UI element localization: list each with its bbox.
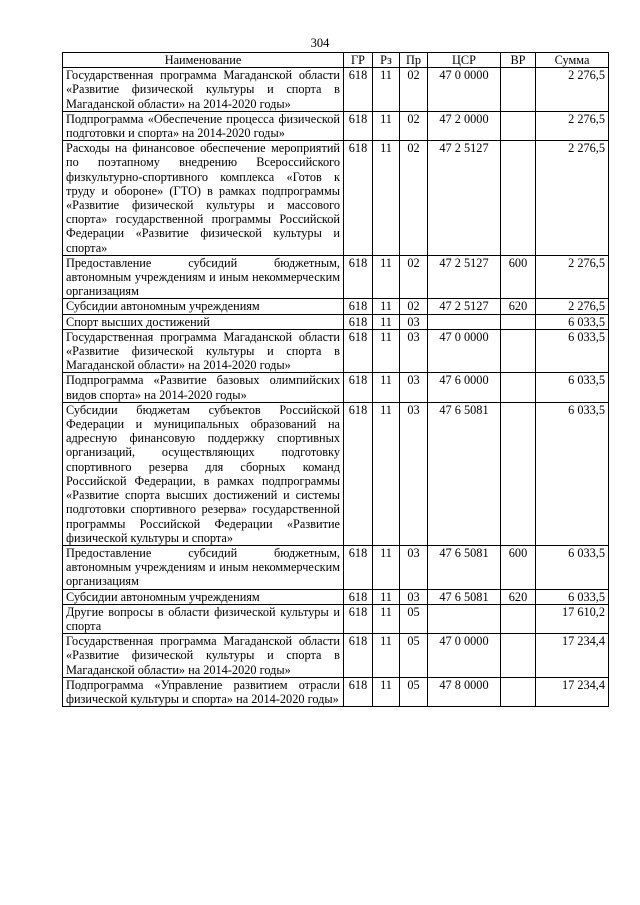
cell-csr: 47 6 0000 — [428, 373, 501, 402]
cell-pr: 03 — [400, 373, 428, 402]
cell-sum: 2 276,5 — [536, 255, 609, 299]
column-header-pr: Пр — [400, 53, 428, 68]
cell-gr: 618 — [344, 111, 373, 140]
table-header-row — [63, 53, 609, 68]
column-header-sum: Сумма — [536, 53, 609, 68]
cell-rz: 11 — [373, 589, 400, 604]
cell-name: Субсидии автономным учреждениям — [63, 589, 344, 604]
cell-name: Предоставление субсидий бюджетным, автономным учреждениям и иным некоммерческим организациям — [63, 255, 344, 299]
table-row — [63, 329, 609, 373]
cell-sum: 6 033,5 — [536, 373, 609, 402]
cell-sum: 6 033,5 — [536, 402, 609, 545]
cell-vr — [501, 141, 536, 256]
cell-name: Расходы на финансовое обеспечение мероприятий по поэтапному внедрению Всероссийского физкультурно-спортивного комплекса «Готов к труду и обороне» (ГТО) в рамках подпрограммы «Развитие физической культуры и массового спорта» государственной программы Российской Федерации «Развитие физической культуры и спорта» — [63, 141, 344, 256]
cell-name: Подпрограмма «Развитие базовых олимпийских видов спорта» на 2014-2020 годы» — [63, 373, 344, 402]
cell-pr: 03 — [400, 589, 428, 604]
page-number: 304 — [310, 36, 330, 50]
cell-vr: 620 — [501, 299, 536, 314]
cell-pr: 05 — [400, 604, 428, 633]
cell-name: Подпрограмма «Управление развитием отрасли физической культуры и спорта» на 2014-2020 годы» — [63, 677, 344, 706]
cell-rz: 11 — [373, 545, 400, 589]
table-row — [63, 314, 609, 329]
cell-sum: 2 276,5 — [536, 111, 609, 140]
cell-gr: 618 — [344, 329, 373, 373]
cell-pr: 02 — [400, 255, 428, 299]
cell-gr: 618 — [344, 314, 373, 329]
cell-gr: 618 — [344, 141, 373, 256]
cell-sum: 17 234,4 — [536, 634, 609, 678]
cell-vr — [501, 314, 536, 329]
cell-vr — [501, 373, 536, 402]
cell-csr: 47 8 0000 — [428, 677, 501, 706]
cell-csr: 47 2 5127 — [428, 255, 501, 299]
cell-sum: 2 276,5 — [536, 299, 609, 314]
cell-csr: 47 0 0000 — [428, 329, 501, 373]
cell-rz: 11 — [373, 677, 400, 706]
table-row — [63, 68, 609, 112]
cell-sum: 6 033,5 — [536, 314, 609, 329]
cell-sum: 17 234,4 — [536, 677, 609, 706]
cell-rz: 11 — [373, 402, 400, 545]
cell-name: Субсидии автономным учреждениям — [63, 299, 344, 314]
column-header-csr: ЦСР — [428, 53, 501, 68]
cell-pr: 05 — [400, 634, 428, 678]
cell-name: Субсидии бюджетам субъектов Российской Федерации и муниципальных образований на адресную финансовую поддержку спортивных организаций, осуществляющих подготовку спортивного резерва для сборных команд Российской Федерации, в рамках подпрограммы «Развитие спорта высших достижений и системы подготовки спортивного резерва» государственной программы Российской Федерации «Развитие физической культуры и спорта» — [63, 402, 344, 545]
cell-gr: 618 — [344, 255, 373, 299]
cell-gr: 618 — [344, 68, 373, 112]
cell-csr: 47 6 5081 — [428, 589, 501, 604]
table-row — [63, 634, 609, 678]
cell-name: Другие вопросы в области физической культуры и спорта — [63, 604, 344, 633]
cell-vr — [501, 634, 536, 678]
column-header-gr: ГР — [344, 53, 373, 68]
table-row — [63, 373, 609, 402]
cell-name: Государственная программа Магаданской области «Развитие физической культуры и спорта в Магаданской области» на 2014-2020 годы» — [63, 634, 344, 678]
cell-gr: 618 — [344, 545, 373, 589]
cell-vr: 600 — [501, 255, 536, 299]
cell-rz: 11 — [373, 604, 400, 633]
cell-gr: 618 — [344, 634, 373, 678]
cell-pr: 03 — [400, 314, 428, 329]
cell-rz: 11 — [373, 68, 400, 112]
cell-pr: 03 — [400, 402, 428, 545]
cell-csr: 47 6 5081 — [428, 402, 501, 545]
table-row — [63, 589, 609, 604]
cell-gr: 618 — [344, 299, 373, 314]
cell-rz: 11 — [373, 111, 400, 140]
cell-vr — [501, 111, 536, 140]
cell-vr — [501, 677, 536, 706]
cell-rz: 11 — [373, 373, 400, 402]
cell-csr: 47 2 0000 — [428, 111, 501, 140]
table-row — [63, 677, 609, 706]
cell-rz: 11 — [373, 141, 400, 256]
cell-rz: 11 — [373, 299, 400, 314]
cell-name: Государственная программа Магаданской области «Развитие физической культуры и спорта в Магаданской области» на 2014-2020 годы» — [63, 68, 344, 112]
cell-rz: 11 — [373, 255, 400, 299]
cell-gr: 618 — [344, 604, 373, 633]
cell-sum: 6 033,5 — [536, 329, 609, 373]
cell-name: Государственная программа Магаданской области «Развитие физической культуры и спорта в Магаданской области» на 2014-2020 годы» — [63, 329, 344, 373]
cell-rz: 11 — [373, 329, 400, 373]
cell-csr: 47 0 0000 — [428, 68, 501, 112]
cell-pr: 05 — [400, 677, 428, 706]
cell-rz: 11 — [373, 634, 400, 678]
column-header-name: Наименование — [63, 53, 344, 68]
table-row — [63, 255, 609, 299]
table-row — [63, 604, 609, 633]
budget-table — [62, 52, 609, 707]
cell-pr: 02 — [400, 299, 428, 314]
cell-vr — [501, 402, 536, 545]
table-row — [63, 299, 609, 314]
cell-sum: 2 276,5 — [536, 141, 609, 256]
cell-name: Спорт высших достижений — [63, 314, 344, 329]
cell-vr — [501, 604, 536, 633]
cell-rz: 11 — [373, 314, 400, 329]
table-row — [63, 402, 609, 545]
column-header-rz: Рз — [373, 53, 400, 68]
cell-sum: 6 033,5 — [536, 545, 609, 589]
table-row — [63, 111, 609, 140]
cell-vr: 620 — [501, 589, 536, 604]
cell-csr: 47 2 5127 — [428, 141, 501, 256]
cell-pr: 02 — [400, 141, 428, 256]
cell-pr: 02 — [400, 111, 428, 140]
cell-gr: 618 — [344, 589, 373, 604]
cell-pr: 03 — [400, 329, 428, 373]
cell-pr: 03 — [400, 545, 428, 589]
cell-gr: 618 — [344, 677, 373, 706]
table-row — [63, 545, 609, 589]
cell-csr: 47 0 0000 — [428, 634, 501, 678]
column-header-vr: ВР — [501, 53, 536, 68]
cell-csr — [428, 314, 501, 329]
cell-vr — [501, 329, 536, 373]
cell-name: Подпрограмма «Обеспечение процесса физической подготовки и спорта» на 2014-2020 годы» — [63, 111, 344, 140]
cell-csr — [428, 604, 501, 633]
cell-vr: 600 — [501, 545, 536, 589]
cell-name: Предоставление субсидий бюджетным, автономным учреждениям и иным некоммерческим организациям — [63, 545, 344, 589]
cell-sum: 6 033,5 — [536, 589, 609, 604]
cell-sum: 17 610,2 — [536, 604, 609, 633]
cell-pr: 02 — [400, 68, 428, 112]
cell-gr: 618 — [344, 373, 373, 402]
cell-gr: 618 — [344, 402, 373, 545]
cell-vr — [501, 68, 536, 112]
cell-csr: 47 2 5127 — [428, 299, 501, 314]
cell-sum: 2 276,5 — [536, 68, 609, 112]
cell-csr: 47 6 5081 — [428, 545, 501, 589]
table-row — [63, 141, 609, 256]
